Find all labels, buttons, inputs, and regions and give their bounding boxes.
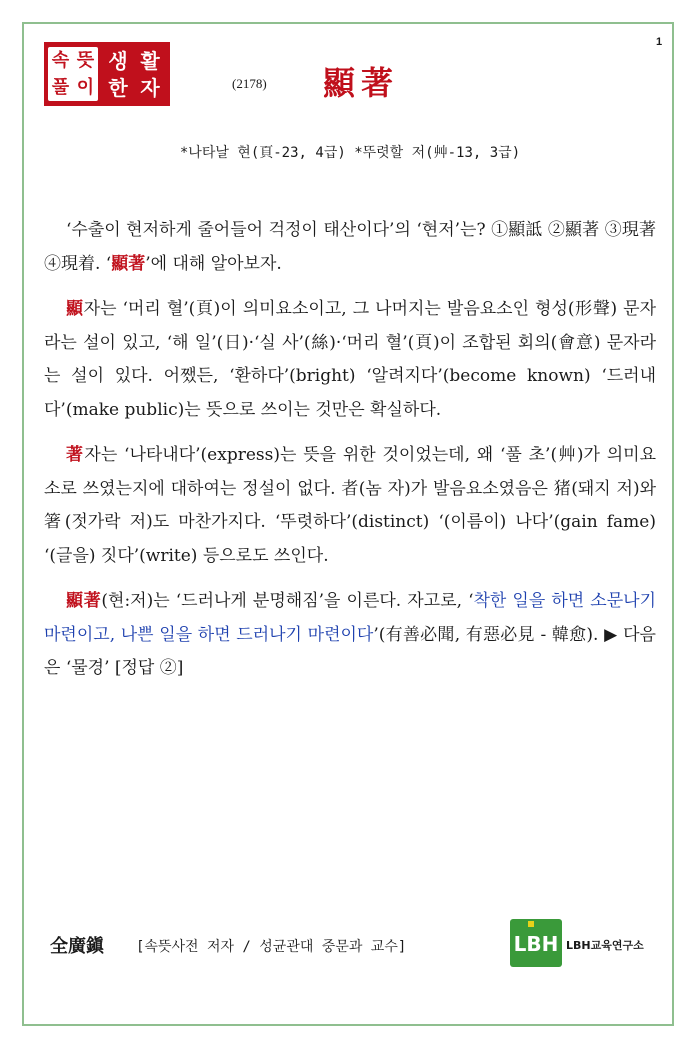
logo-char: 속 — [51, 49, 70, 71]
author-name: 全廣鎭 — [50, 936, 104, 957]
institute-name: LBH교육연구소 — [566, 939, 644, 952]
paragraph-intro — [44, 214, 656, 281]
page-title: 顯著 — [323, 64, 400, 102]
text: ’(有善必聞, 有惡必見 - 韓愈). ▶ 다음은 ‘물경’ [정답 ②] — [44, 624, 656, 678]
logo-char: 뜻 — [76, 49, 95, 71]
logo-char: 생 — [108, 48, 128, 73]
paragraph-char1 — [44, 293, 656, 427]
lbh-logo-icon — [510, 919, 562, 967]
text: ’에 대해 알아보자. — [145, 253, 282, 274]
series-logo — [44, 42, 170, 106]
text: ‘수출이 현저하게 줄어들어 걱정이 태산이다’의 ‘현저’는? ①顯詆 ②顯著 ③現著 ④現着. ‘ — [44, 220, 656, 274]
text: 자는 ‘나타내다’(express)는 뜻을 위한 것이었는데, 왜 ‘풀 초’(艸)가 의미요소로 쓰였는지에 대하여는 정설이 없다. 者(놈 자)가 발음요소였음은 猪(돼지 저)와 箸(젓가락 저)도 마찬가지다. ‘뚜렷하다’(distinct) ‘(이름이) 나다’(gain fame) ‘(글을) 짓다’(write) 등으로도 쓰인다. — [44, 445, 657, 566]
institute-logo — [510, 915, 660, 971]
logo-char: 이 — [76, 76, 95, 98]
text: (현:저)는 ‘드러나게 분명해짐’을 이른다. 자고로, ‘ — [101, 591, 474, 611]
proverb-quote: 착한 일을 하면 소문나기 마련이고, 나쁜 일을 하면 드러나기 마련이다 — [44, 591, 656, 645]
highlight-char: 顯 — [66, 299, 84, 319]
paragraph-summary — [44, 585, 656, 686]
paragraph-char2 — [44, 439, 656, 573]
logo-char: 풀 — [51, 76, 70, 98]
article-body — [44, 214, 656, 698]
character-info: *나타날 현(頁-23, 4급) *뚜렷할 저(艸-13, 3급) — [179, 145, 521, 161]
logo-char: 활 — [140, 48, 160, 73]
logo-right-block — [102, 47, 166, 101]
logo-char: 한 — [108, 75, 128, 100]
logo-char: 자 — [140, 75, 160, 100]
highlight-char: 著 — [66, 445, 85, 465]
logo-left-block — [48, 47, 98, 101]
lbh-logo-text: LBH — [513, 932, 559, 956]
author-description: [속뜻사전 저자 / 성균관대 중문과 교수] — [136, 939, 407, 955]
article-serial: (2178) — [232, 76, 267, 91]
highlight-word: 顯著 — [111, 253, 146, 274]
page-number: 1 — [656, 36, 663, 48]
text: 자는 ‘머리 혈’(頁)이 의미요소이고, 그 나머지는 발음요소인 형성(形聲) 문자라는 설이 있고, ‘해 일’(日)·‘실 사’(絲)·‘머리 혈’(頁)이 조합된 회의(會意) 문자라는 설이 있다. 어쨌든, ‘환하다’(bright) ‘알려지다’(become known) ‘드러내다’(make public)는 뜻으로 쓰이는 것만은 확실하다. — [44, 299, 656, 420]
highlight-word: 顯著 — [66, 591, 102, 611]
